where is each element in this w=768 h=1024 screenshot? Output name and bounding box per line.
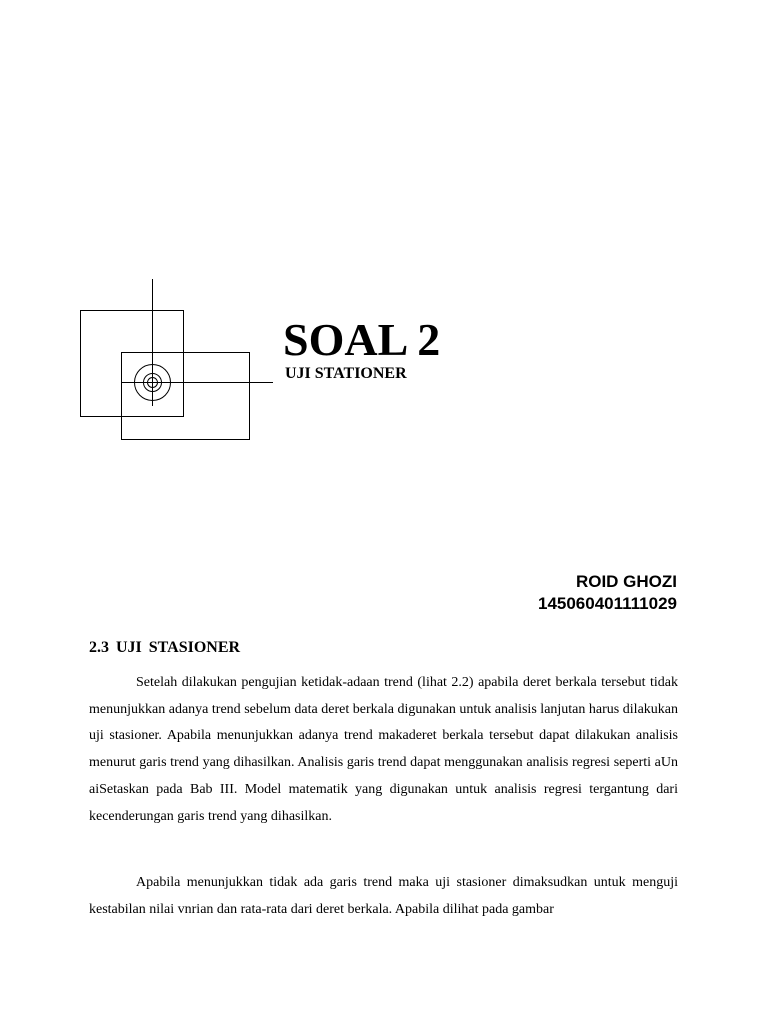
- author-id: 145060401111029: [537, 594, 677, 613]
- cover-emblem-icon: [76, 276, 281, 446]
- author-block: [538, 571, 677, 615]
- page-title: SOAL 2: [283, 314, 441, 365]
- emblem-outer-square: [81, 311, 184, 417]
- author-name: ROID GHOZI: [575, 572, 677, 591]
- body-paragraph-2: Apabila menunjukkan tidak ada garis trend maka uji stasioner dimaksudkan untuk menguji kestabilan nilai vnrian dan rata-rata dari deret berkala. Apabila dilihat pada gambar: [89, 875, 678, 917]
- section-heading: 2.3 UJI STASIONER: [89, 639, 241, 656]
- body-paragraph-1: Setelah dilakukan pengujian ketidak-adaan trend (lihat 2.2) apabila deret berkala tersebut tidak menunjukkan adanya trend sebelum data deret berkala digunakan untuk analisis lanjutan harus dilakukan uji stasioner. Apabila menunjukkan adanya trend makaderet berkala tersebut dapat dilakukan analisis menurut garis trend yang dihasilkan. Analisis garis trend dapat menggunakan analisis regresi seperti aUn aiSetaskan pada Bab III. Model matematik yang digunakan untuk analisis regresi tergantung dari kecenderungan garis trend yang dihasilkan.: [89, 675, 678, 824]
- page-subtitle: UJI STATIONER: [285, 365, 407, 382]
